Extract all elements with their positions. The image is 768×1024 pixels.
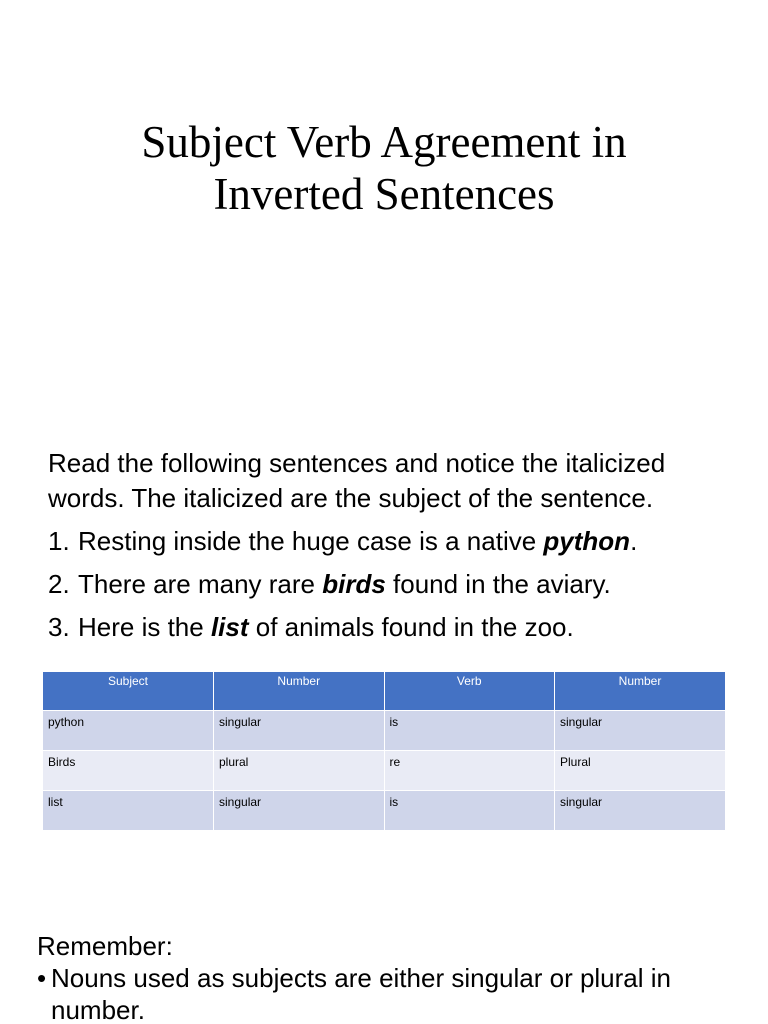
- sentence-text-before: Here is the: [78, 612, 211, 642]
- remember-bullet: [37, 962, 737, 1024]
- table-row: [43, 711, 725, 751]
- table-cell: singular: [214, 791, 385, 831]
- column-header: Subject: [43, 672, 214, 711]
- sentence-text-after: found in the aviary.: [385, 569, 611, 599]
- table-cell: singular: [214, 711, 385, 751]
- table-cell: is: [384, 791, 555, 831]
- sentence-text-before: There are many rare: [78, 569, 323, 599]
- column-header: Number: [214, 672, 385, 711]
- example-sentence: [48, 524, 748, 559]
- sentence-subject-keyword: python: [543, 526, 631, 556]
- table-cell: plural: [214, 751, 385, 791]
- column-header: Number: [555, 672, 726, 711]
- sentence-subject-keyword: list: [210, 612, 249, 642]
- table-header-row: [43, 672, 725, 711]
- table-row: [43, 791, 725, 831]
- table-cell: singular: [555, 711, 726, 751]
- sentence-text-before: Resting inside the huge case is a native: [78, 526, 544, 556]
- remember-bullet-text: Nouns used as subjects are either singular or plural in number.: [51, 963, 672, 1024]
- remember-block: [37, 930, 737, 1024]
- remember-heading: Remember:: [37, 931, 173, 961]
- sentence-text-after: .: [630, 526, 638, 556]
- page-title: [0, 116, 768, 220]
- intro-paragraph: Read the following sentences and notice the italicized words. The italicized are the subject of the sentence.: [48, 448, 666, 513]
- example-sentence: [48, 567, 748, 602]
- table-cell: re: [384, 751, 555, 791]
- table-cell: Plural: [555, 751, 726, 791]
- table-cell: list: [43, 791, 214, 831]
- sentence-number: 1.: [48, 526, 70, 556]
- sentence-number: 3.: [48, 612, 70, 642]
- agreement-table: [43, 672, 725, 830]
- column-header: Verb: [384, 672, 555, 711]
- bullet-icon: •: [37, 963, 47, 993]
- title-line-2: Inverted Sentences: [213, 169, 555, 219]
- instructions-block: [48, 446, 748, 645]
- title-line-1: Subject Verb Agreement in: [141, 117, 627, 167]
- table-cell: python: [43, 711, 214, 751]
- table-row: [43, 751, 725, 791]
- table-cell: Birds: [43, 751, 214, 791]
- sentence-number: 2.: [48, 569, 70, 599]
- table-cell: singular: [555, 791, 726, 831]
- sentence-text-after: of animals found in the zoo.: [248, 612, 574, 642]
- sentence-subject-keyword: birds: [322, 569, 386, 599]
- example-sentence: [48, 610, 748, 645]
- table-cell: is: [384, 711, 555, 751]
